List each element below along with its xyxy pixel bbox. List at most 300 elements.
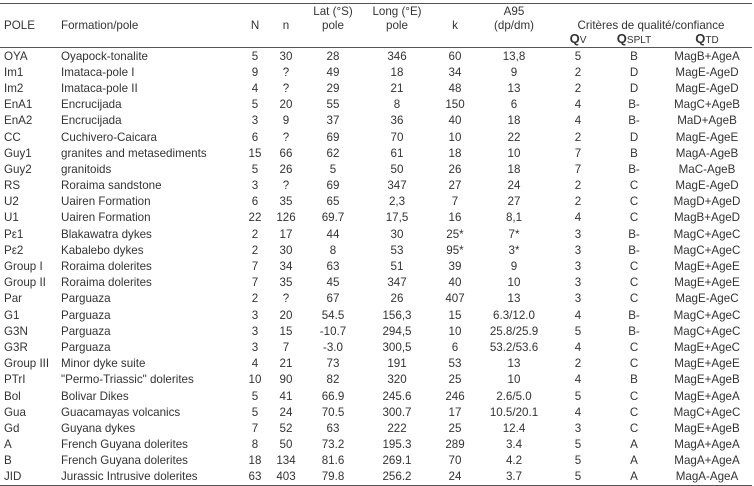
cell-qtd: MagE+AgeC [673,340,741,354]
cell-N: 2 [251,243,259,257]
cell-formation: Roraima dolerites [61,260,152,274]
cell-N: 15 [248,146,262,160]
cell-n: 134 [276,454,296,468]
cell-qv: 5 [550,469,606,486]
cell-N: 6 [251,195,259,209]
cell-qv: 3 [574,421,582,435]
cell-k: 289 [445,438,465,452]
header-qv [550,32,606,48]
cell-qtd: MagE-AgeD [675,65,739,79]
header-N: N [250,19,260,32]
cell-formation: Uairen Formation [61,211,151,225]
cell-lat: 70.5 [321,405,345,419]
cell-lat: 8 [329,243,337,257]
table-row [0,404,752,420]
cell-qv: 7 [574,146,582,160]
cell-n: 30 [268,48,304,65]
cell-n: 20 [279,98,293,112]
cell-qsplt: B- [628,308,640,322]
cell-formation: "Permo-Triassic" dolerites [61,373,194,387]
cell-a95: 10 [507,146,521,160]
cell-n: 66 [279,146,293,160]
cell-long: 8 [393,98,401,112]
cell-long: 346 [362,48,432,65]
table-row [0,258,752,274]
header-row-2 [0,18,752,32]
header-qsplt-sub: SPLT [626,35,652,46]
cell-a95: 18 [507,114,521,128]
cell-lat: 73.2 [321,438,345,452]
cell-formation: Guacamayas volcanics [61,405,181,419]
table-row [0,226,752,242]
cell-lat: 5 [329,162,337,176]
cell-qv: 2 [574,65,582,79]
cell-N: 3 [251,179,259,193]
cell-lat: 28 [304,48,362,65]
cell-formation: Encrucijada [61,114,122,128]
cell-qv: 2 [574,130,582,144]
cell-qsplt: C [629,195,639,209]
cell-N: 63 [242,469,268,486]
cell-a95: 2.6/5.0 [496,389,532,403]
cell-formation: Oyapock-tonalite [57,48,242,65]
cell-long: 195.3 [382,438,412,452]
cell-pole: Group II [4,276,46,290]
cell-n: 30 [279,243,293,257]
cell-qtd: MagB+AgeD [673,211,741,225]
table-row [0,469,752,486]
header-qv-letter: Q [569,32,580,46]
cell-k: 7 [451,195,459,209]
cell-formation: Bolivar Dikes [61,389,129,403]
header-qsplt-letter: Q [616,32,627,46]
header-formation: Formation/pole [61,19,139,32]
cell-qv: 4 [574,211,582,225]
cell-long: 18 [390,65,404,79]
cell-qsplt: B [630,373,638,387]
cell-qsplt: B- [628,162,640,176]
cell-qtd: MagB+AgeA [662,48,752,65]
cell-N: 5 [242,48,268,65]
cell-formation: Imataca-pole I [61,65,135,79]
cell-qsplt: C [629,389,639,403]
cell-a95: 13,8 [478,48,550,65]
cell-pole: A [4,438,12,452]
cell-pole: Group III [4,357,50,371]
cell-lat: 37 [326,114,340,128]
cell-k: 10 [448,324,462,338]
cell-qv: 5 [574,438,582,452]
cell-pole: Group I [4,260,43,274]
cell-k: 25* [446,227,464,241]
cell-n: 41 [279,389,293,403]
cell-pole: Guy1 [4,146,32,160]
cell-formation: Guyana dykes [61,421,136,435]
cell-qv: 3 [574,260,582,274]
table-row [0,356,752,372]
cell-long: 21 [390,81,404,95]
cell-a95: 6 [510,98,518,112]
cell-lat: 73 [326,357,340,371]
cell-n: 35 [279,195,293,209]
table-row [0,388,752,404]
cell-pole: Bol [4,389,21,403]
cell-pole: EnA2 [4,114,33,128]
cell-a95: 13 [507,292,521,306]
table-row [0,275,752,291]
cell-qv: 3 [574,227,582,241]
cell-lat: 81.6 [321,454,345,468]
cell-a95: 13 [507,357,521,371]
cell-long: 222 [387,421,407,435]
cell-n: 7 [282,340,290,354]
cell-pole: Pε1 [4,227,24,241]
cell-pole: U2 [4,195,19,209]
header-a95-line2: (dp/dm) [494,19,534,32]
cell-N: 5 [251,405,259,419]
table-row [0,161,752,177]
cell-N: 18 [248,454,262,468]
cell-qsplt: C [629,340,639,354]
cell-lat: 69.7 [321,211,345,225]
cell-N: 5 [251,162,259,176]
cell-qtd: MaC-AgeB [678,162,736,176]
cell-qtd: MagE+AgeB [674,421,740,435]
table-row [0,129,752,145]
cell-N: 3 [251,324,259,338]
cell-long: 51 [390,260,404,274]
table-row [0,48,752,65]
cell-N: 6 [251,130,259,144]
cell-lat: 45 [326,276,340,290]
cell-long: 50 [390,162,404,176]
cell-n: 21 [279,357,293,371]
cell-qtd: MagA-AgeB [675,146,739,160]
table-row [0,437,752,453]
cell-formation: French Guyana dolerites [61,438,188,452]
cell-qsplt: C [629,421,639,435]
cell-qsplt: C [629,357,639,371]
cell-pole: G3N [4,324,28,338]
header-qsplt [606,32,662,48]
cell-n: 9 [282,114,290,128]
cell-qsplt: B- [628,227,640,241]
cell-a95: 8,1 [505,211,523,225]
table-row [0,210,752,226]
header-pole: POLE [4,19,35,32]
cell-N: 3 [251,114,259,128]
cell-formation: granites and metasediments [61,146,207,160]
cell-n: 126 [276,211,296,225]
cell-long: 300.7 [382,405,412,419]
cell-k: 40 [448,276,462,290]
cell-a95: 13 [507,81,521,95]
cell-qv: 3 [574,292,582,306]
header-row-3 [0,32,752,48]
cell-a95: 4.2 [505,454,523,468]
header-n: n [282,19,290,32]
cell-k: 40 [448,114,462,128]
table-row [0,178,752,194]
cell-long: 17,5 [385,211,409,225]
cell-qv: 2 [574,81,582,95]
cell-qsplt: A [630,454,638,468]
cell-N: 9 [251,65,259,79]
cell-long: 30 [390,227,404,241]
header-qv-sub: V [579,35,587,46]
cell-qsplt: B [606,48,662,65]
cell-n: ? [282,292,290,306]
cell-long: 191 [387,357,407,371]
cell-k: 34 [448,65,462,79]
cell-k: 27 [448,179,462,193]
table-row [0,291,752,307]
cell-k: 95* [446,243,464,257]
cell-a95: 7* [508,227,520,241]
cell-pole: CC [4,130,21,144]
cell-k: 39 [448,260,462,274]
cell-N: 5 [251,98,259,112]
cell-pole: Im1 [4,65,24,79]
cell-k: 246 [445,389,465,403]
cell-long: 61 [390,146,404,160]
cell-N: 2 [251,292,259,306]
cell-qv: 2 [574,357,582,371]
cell-long: 269.1 [382,454,412,468]
header-long-line2: pole [386,19,408,32]
cell-formation: French Guyana dolerites [61,454,188,468]
cell-k: 26 [448,162,462,176]
cell-formation: Encrucijada [61,98,122,112]
cell-n: 403 [268,469,304,486]
cell-n: 15 [279,324,293,338]
cell-pole: Guy2 [4,162,32,176]
table-row [0,323,752,339]
cell-pole: Gd [4,421,20,435]
cell-qsplt: D [629,81,639,95]
cell-k: 60 [432,48,478,65]
cell-qtd: MagE+AgeE [674,357,740,371]
cell-qtd: MagE+AgeB [674,373,740,387]
table-row [0,97,752,113]
cell-k: 48 [448,81,462,95]
cell-qtd: MagA+AgeA [674,454,740,468]
table-row [0,420,752,436]
cell-long: 70 [390,130,404,144]
cell-lat: 82 [326,373,340,387]
cell-n: 17 [279,227,293,241]
cell-a95: 10.5/20.1 [489,405,539,419]
cell-lat: 65 [326,195,340,209]
header-qtd-letter: Q [695,32,706,46]
cell-N: 3 [251,340,259,354]
cell-long: 347 [387,179,407,193]
cell-a95: 10 [507,276,521,290]
cell-qv: 2 [574,179,582,193]
cell-n: 50 [279,438,293,452]
cell-pole: U1 [4,211,19,225]
cell-lat: 63 [326,260,340,274]
cell-long: 26 [390,292,404,306]
cell-long: 256.2 [362,469,432,486]
cell-long: 294,5 [382,324,412,338]
cell-n: 20 [279,308,293,322]
cell-formation: Parguaza [61,308,111,322]
cell-N: 4 [251,81,259,95]
cell-qsplt: A [630,438,638,452]
cell-qv: 4 [574,373,582,387]
cell-qtd: MagE-AgeD [675,81,739,95]
cell-k: 10 [448,130,462,144]
cell-N: 10 [248,373,262,387]
cell-formation: Parguaza [61,324,111,338]
cell-n: ? [282,81,290,95]
cell-N: 4 [251,357,259,371]
cell-lat: 62 [326,146,340,160]
cell-qv: 3 [574,276,582,290]
cell-a95: 9 [510,65,518,79]
table-row [0,64,752,80]
cell-formation: Uairen Formation [61,195,151,209]
header-qtd-sub: TD [705,35,719,46]
cell-qv: 4 [574,114,582,128]
cell-lat: 69 [326,179,340,193]
cell-qtd: MagC+AgeC [673,324,741,338]
cell-qtd: MagD+AgeD [673,195,741,209]
header-qtd [662,32,752,48]
table-row [0,113,752,129]
cell-qv: 4 [574,405,582,419]
cell-pole: Im2 [4,81,24,95]
cell-n: 34 [279,260,293,274]
cell-lat: 49 [326,65,340,79]
cell-qtd: MagA-AgeA [662,469,752,486]
cell-N: 3 [251,308,259,322]
cell-k: 25 [448,373,462,387]
cell-qsplt: C [629,260,639,274]
cell-lat: 63 [326,421,340,435]
header-a95-line1: A95 [478,4,550,19]
cell-a95: 3* [508,243,520,257]
paleomagnetic-poles-table [0,3,752,486]
cell-qsplt: C [629,292,639,306]
cell-N: 7 [251,260,259,274]
cell-lat: 54.5 [321,308,345,322]
cell-pole: G1 [4,308,20,322]
cell-qv: 4 [574,98,582,112]
cell-qtd: MagA+AgeA [674,438,740,452]
cell-long: 36 [390,114,404,128]
cell-qsplt: B- [628,98,640,112]
table-row [0,194,752,210]
cell-qsplt: B- [628,243,640,257]
cell-n: ? [282,179,290,193]
table-row [0,242,752,258]
cell-qv: 5 [550,48,606,65]
cell-qsplt: D [629,65,639,79]
cell-a95: 10 [507,373,521,387]
cell-qv: 3 [574,243,582,257]
cell-a95: 25.8/25.9 [489,324,539,338]
cell-pole: Pε2 [4,243,24,257]
table-row [0,145,752,161]
cell-formation: Imataca-pole II [61,81,138,95]
cell-qtd: MagE+AgeA [674,389,740,403]
cell-k: 407 [445,292,465,306]
cell-qsplt: C [629,211,639,225]
cell-a95: 12.4 [502,421,526,435]
cell-formation: Minor dyke suite [61,357,146,371]
cell-qv: 5 [574,454,582,468]
cell-qv: 4 [574,340,582,354]
cell-qsplt: B- [628,324,640,338]
cell-lat: 79.8 [304,469,362,486]
cell-n: ? [282,65,290,79]
cell-long: 156,3 [382,308,412,322]
cell-formation: Blakawatra dykes [61,227,152,241]
cell-long: 300,5 [382,340,412,354]
cell-qsplt: A [606,469,662,486]
cell-qtd: MagE-AgeD [675,179,739,193]
cell-k: 16 [448,211,462,225]
cell-k: 17 [448,405,462,419]
cell-pole: PTrI [4,373,26,387]
cell-lat: 67 [326,292,340,306]
cell-k: 150 [445,98,465,112]
cell-qtd: MagC+AgeC [673,227,741,241]
cell-pole: B [4,454,12,468]
cell-long: 245.6 [382,389,412,403]
cell-N: 22 [248,211,262,225]
header-lat-line1: Lat (°S) [304,4,362,19]
cell-k: 15 [448,308,462,322]
cell-lat: 66.9 [321,389,345,403]
cell-pole: Gua [4,405,26,419]
cell-a95: 18 [507,162,521,176]
cell-formation: Cuchivero-Caicara [61,130,158,144]
cell-qtd: MagC+AgeC [673,308,741,322]
header-lat-line2: pole [322,19,344,32]
cell-pole: OYA [0,48,57,65]
header-row-1 [0,4,752,19]
cell-k: 70 [448,454,462,468]
table-row [0,372,752,388]
cell-qtd: MagE-AgeC [675,292,739,306]
cell-pole: G3R [4,340,28,354]
cell-qtd: MagC+AgeC [673,405,741,419]
cell-long: 53 [390,243,404,257]
cell-long: 2,3 [388,195,406,209]
cell-k: 25 [448,421,462,435]
cell-a95: 27 [507,195,521,209]
cell-a95: 3.7 [478,469,550,486]
header-long-line1: Long (°E) [362,4,432,19]
cell-pole: EnA1 [4,98,33,112]
cell-k: 24 [432,469,478,486]
cell-N: 5 [251,389,259,403]
cell-formation: Roraima dolerites [61,276,152,290]
cell-lat: 55 [326,98,340,112]
cell-k: 18 [448,146,462,160]
cell-a95: 24 [507,179,521,193]
cell-lat: -10.7 [319,324,347,338]
cell-lat: 44 [326,227,340,241]
cell-N: 7 [251,276,259,290]
table-body [0,48,752,486]
cell-formation: Parguaza [61,292,111,306]
header-criteria: Critères de qualité/confiance [577,19,725,32]
table-row [0,80,752,96]
